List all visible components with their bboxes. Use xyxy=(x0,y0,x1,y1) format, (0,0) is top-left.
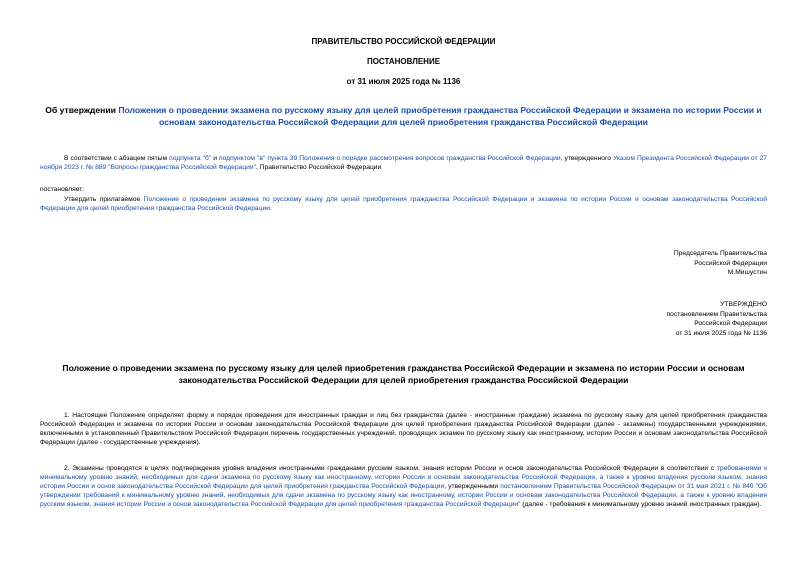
approve-paragraph xyxy=(40,195,767,213)
approve-text-1: Утвердить прилагаемое xyxy=(64,196,144,203)
preamble-text-4: , Правительство Российской Федерации xyxy=(255,164,382,171)
regulation-section-title: Положение о проведении экзамена по русскому языку для целей приобретения гражданства Российской Федерации и экзамена по истории России и основам законодательства Российской Федерации для целей приобретения гражданства Российской Федерации xyxy=(62,363,745,385)
document-type: ПОСТАНОВЛЕНИЕ xyxy=(366,57,441,66)
item-2-text-1: 2. Экзамены проводятся в целях подтверждения уровня владения иностранными гражданами русским языком, знания истории России и основ законодательства Российской Федерации в соответствии с xyxy=(64,465,717,472)
approved-date: от 31 июля 2025 года № 1136 xyxy=(675,330,767,338)
title-prefix: Об утверждении xyxy=(45,105,119,115)
approve-text-2: . xyxy=(269,205,272,212)
item-2-text-2: , утвержденными xyxy=(444,483,501,490)
item-1-paragraph: 1. Настоящее Положение определяет форму и порядок проведения для иностранных граждан и лиц без гражданства (далее - иностранные граждане) экзамена по русскому языку для целей приобретения гражданства Российской Федерации и экзамена по истории России и основам законодательства Российской Федерации для целей приобретения гражданства Российской Федерации (далее - экзамены) государственными учреждениями, включенными в установленный Правительством Российской Федерации перечень государственных учреждений, проводящих экзамен по русскому языку как иностранному, истории России и основам законодательства Российской Федерации (далее - государственные учреждения). xyxy=(40,412,767,446)
subparagraph-b-link[interactable]: подпункта "б" xyxy=(169,155,212,162)
approved-by: постановлением Правительства xyxy=(666,310,767,318)
approve-regulation-link[interactable]: Положение о проведении экзамена по русскому языку для целей приобретения гражданства Российской Федерации и экзамена по истории России и основам законодательства Российской Федерации для целей приобретения гражданства Российской Федерации xyxy=(40,196,767,212)
signature-position: Председатель Правительства xyxy=(673,250,767,257)
subparagraph-v-link[interactable]: подпунктом "в" пункта 39 Положения о порядке рассмотрения вопросов гражданства Российской Федерации xyxy=(218,155,561,162)
document-date-number: от 31 июля 2025 года № 1136 xyxy=(346,77,461,86)
resolves-text: постановляет: xyxy=(40,186,85,193)
preamble-text-1: В соответствии с абзацем пятым xyxy=(64,155,170,162)
requirements-link[interactable]: требованиями к минимальному уровню знаний, необходимых для сдачи экзамена по русскому языку как иностранному, истории России и основам законодательства Российской Федерации, а также к уровню владения русским языком, знания истории России и основ законодательства Российской Федерации для целей приобретения гражданства Российской Федерации xyxy=(40,465,768,490)
item-2-text-3: (далее - требования к минимальному уровню знаний иностранных граждан). xyxy=(520,501,762,508)
resolution-840-link[interactable]: постановлением Правительства Российской Федерации от 31 мая 2021 г. № 840 "Об утверждении требований к минимальному уровню знаний, необходимых для сдачи экзамена по русскому языку как иностранному, истории России и основам законодательства Российской Федерации, а также к уровню владения русским языком, знания истории России и основ законодательства Российской Федерации для целей приобретения гражданства Российской Федерации" xyxy=(40,483,767,508)
approved-country: Российской Федерации xyxy=(694,320,767,328)
item-2-paragraph xyxy=(40,464,767,509)
title-regulation-link[interactable]: Положения о проведении экзамена по русскому языку для целей приобретения гражданства Российской Федерации и экзамена по истории России и основам законодательства Российской Федерации для целей приобретения гражданства Российской Федерации xyxy=(118,105,762,127)
approved-label: УТВЕРЖДЕНО xyxy=(720,301,767,308)
presidential-decree-link[interactable]: Указом Президента Российской Федерации от 27 ноября 2023 г. № 889 "Вопросы гражданства Российской Федерации" xyxy=(40,155,768,171)
preamble-paragraph xyxy=(40,154,767,172)
government-header: ПРАВИТЕЛЬСТВО РОССИЙСКОЙ ФЕДЕРАЦИИ xyxy=(311,37,496,46)
preamble-text-3: , утвержденного xyxy=(560,155,614,162)
approval-stamp xyxy=(667,300,767,339)
preamble-text-2: и xyxy=(211,155,219,162)
signature-name: М.Мишустин xyxy=(727,269,767,277)
signature-country: Российской Федерации xyxy=(694,259,767,267)
document-title xyxy=(40,104,767,128)
signature-block xyxy=(674,249,767,278)
